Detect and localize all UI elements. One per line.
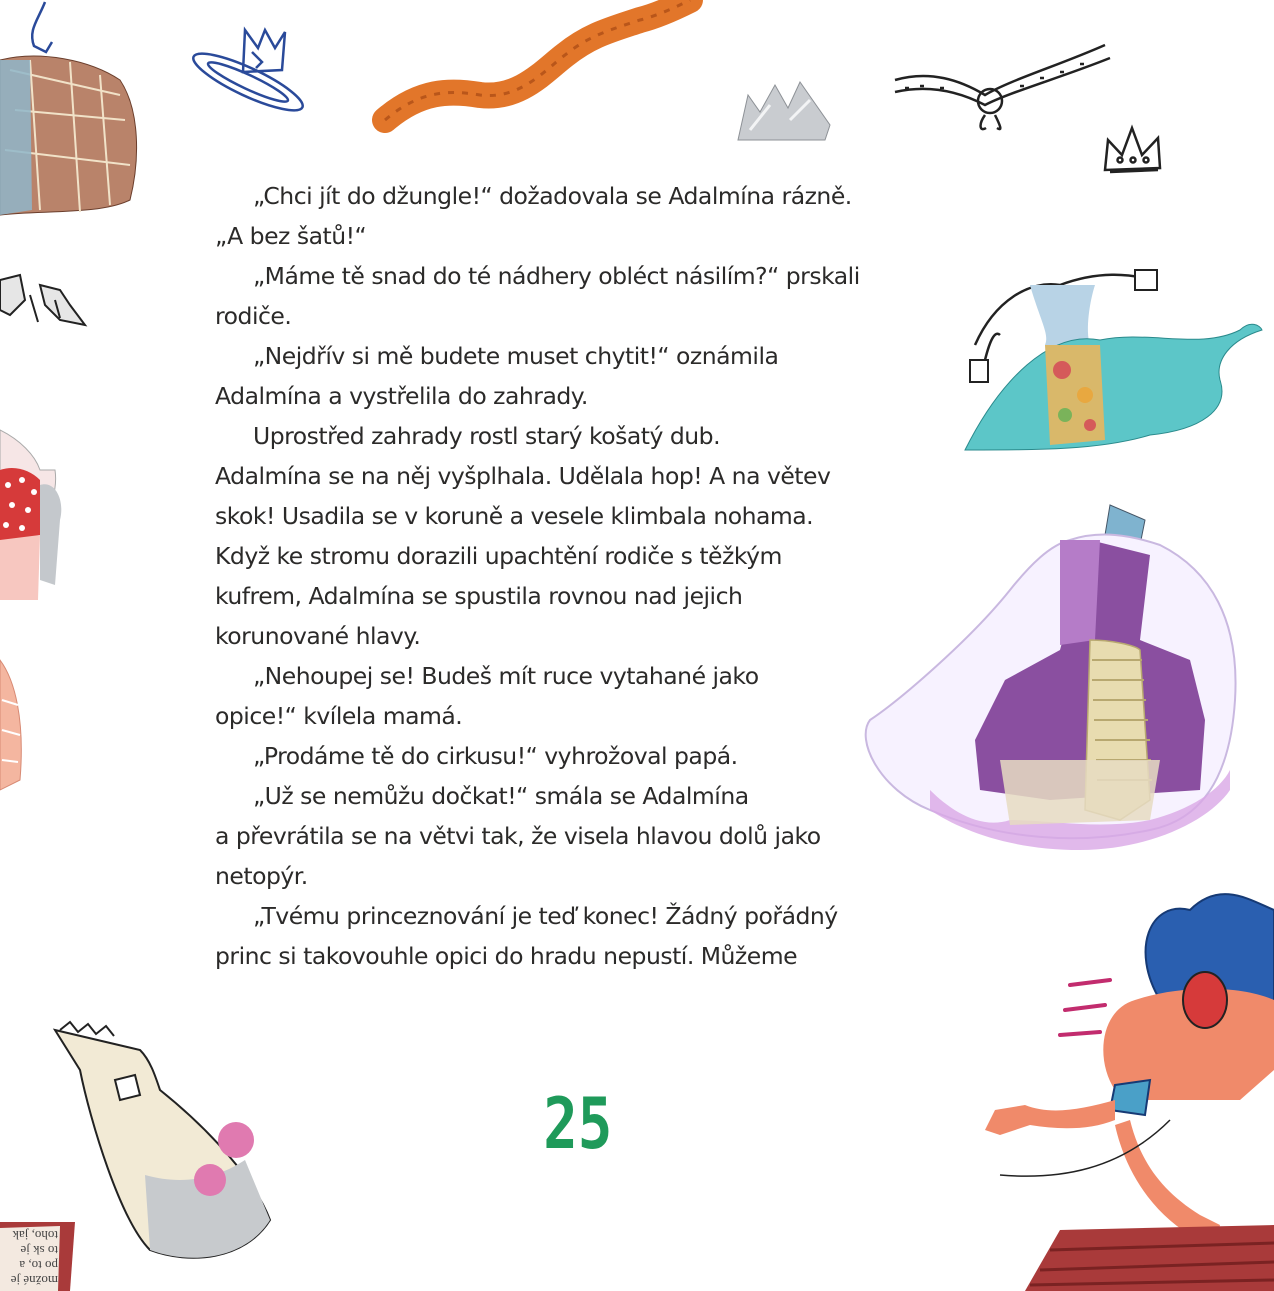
running-figure-icon — [985, 894, 1274, 1245]
newspaper-line: po to, a — [19, 1258, 58, 1273]
story-line: Adalmína a vystřelila do zahrady. — [215, 382, 588, 410]
brick-scrap-icon — [1025, 1225, 1274, 1291]
story-text — [215, 176, 935, 976]
map-collage-dress-icon — [0, 2, 137, 215]
paper-dress-icon — [55, 1022, 270, 1258]
story-line: korunované hlavy. — [215, 622, 421, 650]
newspaper-line: možné je — [10, 1273, 58, 1288]
polka-dot-dress-icon — [0, 430, 61, 600]
story-line: „A bez šatů!“ — [215, 222, 367, 250]
newspaper-line: to sk je — [20, 1243, 58, 1258]
story-line: Adalmína se na něj vyšplhala. Udělala hop! A na větev — [215, 462, 831, 490]
story-line: „Nehoupej se! Budeš mít ruce vytahané jako — [253, 662, 759, 690]
teal-collage-dress-icon — [965, 270, 1262, 450]
story-line: netopýr. — [215, 862, 308, 890]
crown-icon — [1105, 128, 1160, 172]
story-line: „Už se nemůžu dočkat!“ smála se Adalmína — [253, 782, 749, 810]
story-line: kufrem, Adalmína se spustila rovnou nad jejich — [215, 582, 743, 610]
page-number: 25 — [543, 1083, 613, 1165]
story-line: skok! Usadila se v koruně a vesele klimbala nohama. — [215, 502, 814, 530]
story-line: Uprostřed zahrady rostl starý košatý dub. — [253, 422, 721, 450]
story-line: „Nejdřív si mě budete muset chytit!“ oznámila — [253, 342, 779, 370]
story-line: opice!“ kvílela mamá. — [215, 702, 463, 730]
story-line: Když ke stromu dorazili upachtění rodiče s těžkým — [215, 542, 782, 570]
story-line: „Prodáme tě do cirkusu!“ vyhrožoval papá. — [253, 742, 738, 770]
story-line: „Chci jít do džungle!“ dožadovala se Adalmína rázně. — [253, 182, 852, 210]
story-line: „Tvému princeznování je teď konec! Žádný pořádný — [253, 902, 838, 930]
crown-doodle-icon — [188, 30, 309, 120]
newspaper-line: toho, jak — [12, 1228, 58, 1243]
story-line: a převrátila se na větvi tak, že visela hlavou dolů jako — [215, 822, 821, 850]
silver-mountains-icon — [738, 82, 830, 140]
story-line: rodiče. — [215, 302, 292, 330]
newspaper-text — [2, 1228, 58, 1288]
story-line: „Máme tě snad do té nádhery obléct násilím?“ prskali — [253, 262, 860, 290]
orange-braid-icon — [385, 0, 690, 120]
pink-dress-icon — [0, 660, 21, 790]
story-line: princ si takovouhle opici do hradu nepustí. Můžeme — [215, 942, 798, 970]
shoes-icon — [0, 275, 85, 325]
necklace-doodle-icon — [895, 45, 1110, 129]
